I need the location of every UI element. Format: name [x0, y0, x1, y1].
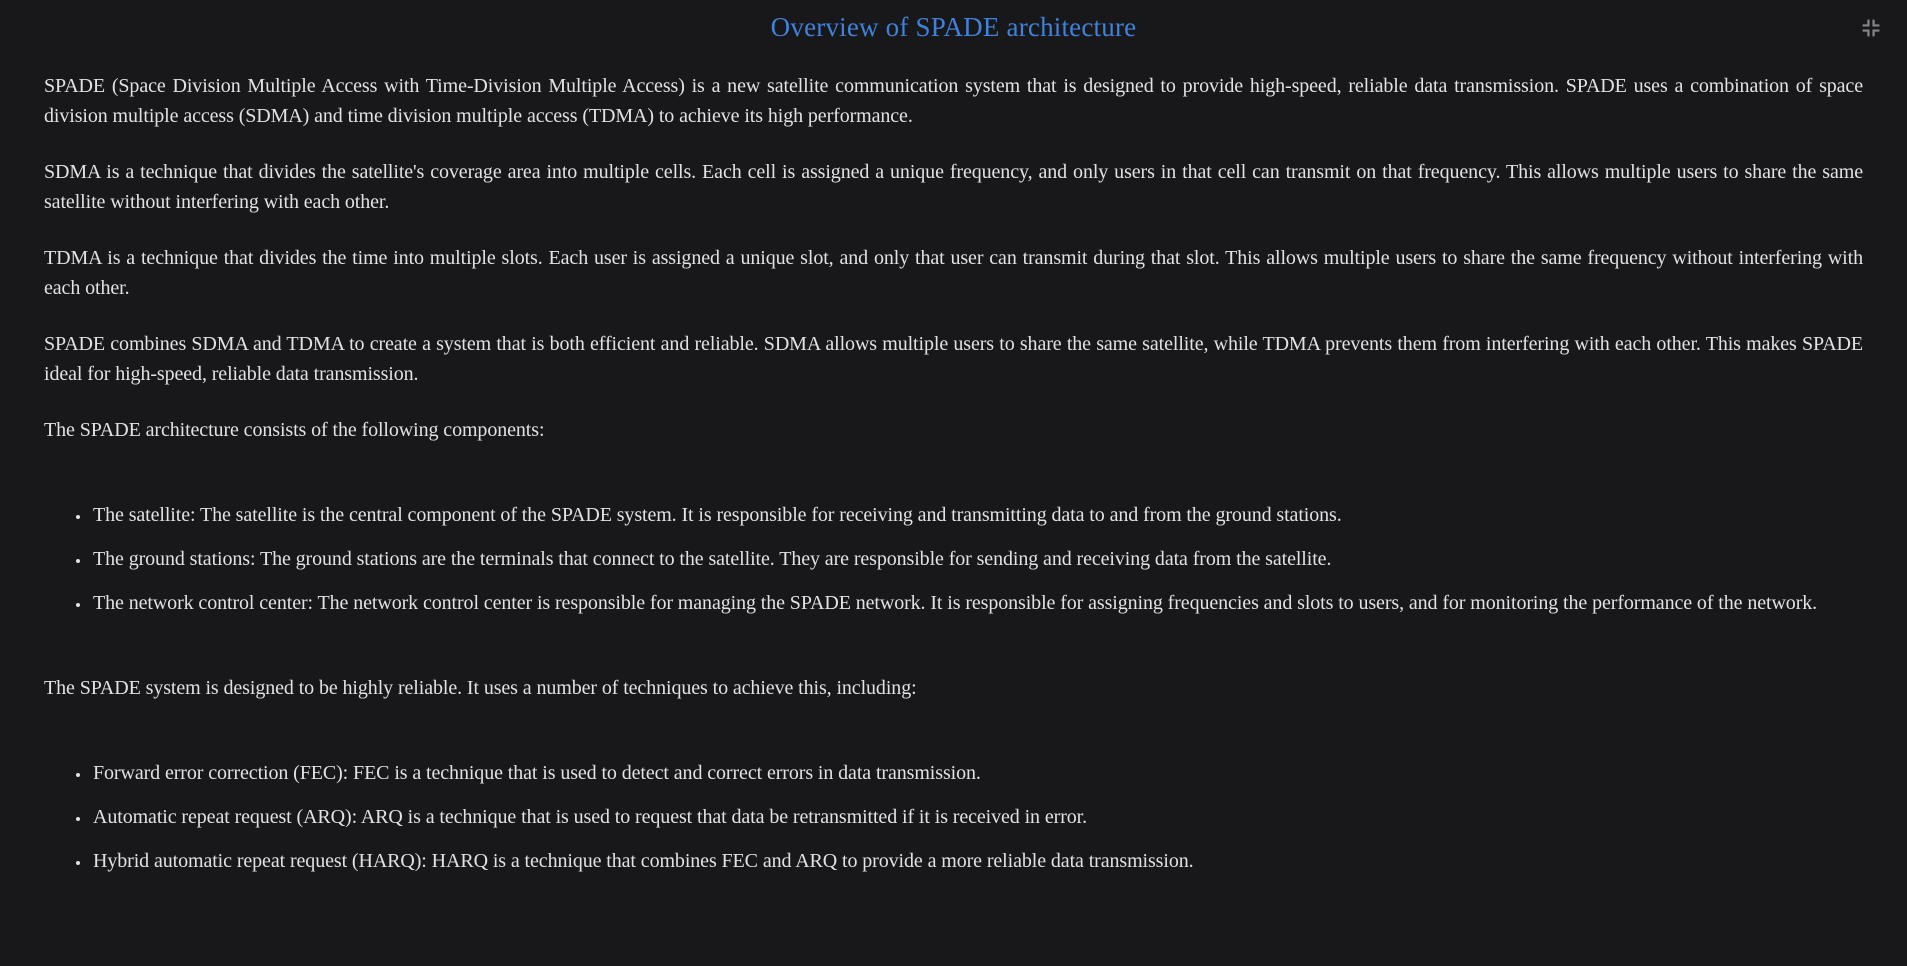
page-title: Overview of SPADE architecture [770, 12, 1137, 42]
collapse-fullscreen-icon [1860, 17, 1882, 39]
paragraph-reliability-intro: The SPADE system is designed to be highly reliable. It uses a number of techniques to achieve this, including: [44, 677, 917, 700]
document-body [44, 71, 1863, 876]
collapse-fullscreen-button[interactable] [1857, 14, 1885, 42]
paragraph-sdma: SDMA is a technique that divides the satellite's coverage area into multiple cells. Each cell is assigned a unique frequency, and only users in that cell can transmit on that frequency. This allows multiple users to share the same satellite without interfering with each other. [44, 161, 1863, 214]
list-item: • The satellite: The satellite is the central component of the SPADE system. It is responsible for receiving and transmitting data to and from the ground stations. [91, 500, 1863, 530]
page-header [44, 10, 1863, 45]
techniques-list [44, 758, 1863, 876]
list-item: • The ground stations: The ground stations are the terminals that connect to the satellite. They are responsible for sending and receiving data from the satellite. [91, 544, 1863, 574]
paragraph-combination: SPADE combines SDMA and TDMA to create a system that is both efficient and reliable. SDMA allows multiple users to share the same satellite, while TDMA prevents them from interfering with each other. This makes SPADE ideal for high-speed, reliable data transmission. [44, 333, 1863, 386]
list-item: • The network control center: The network control center is responsible for managing the SPADE network. It is responsible for assigning frequencies and slots to users, and for monitoring the performance of the network. [91, 588, 1863, 618]
list-item: • Hybrid automatic repeat request (HARQ): HARQ is a technique that combines FEC and ARQ to provide a more reliable data transmission. [91, 846, 1863, 876]
list-item: • Forward error correction (FEC): FEC is a technique that is used to detect and correct errors in data transmission. [91, 758, 1863, 788]
list-item: • Automatic repeat request (ARQ): ARQ is a technique that is used to request that data be retransmitted if it is received in error. [91, 802, 1863, 832]
paragraph-tdma: TDMA is a technique that divides the time into multiple slots. Each user is assigned a unique slot, and only that user can transmit during that slot. This allows multiple users to share the same frequency without interfering with each other. [44, 247, 1863, 300]
paragraph-intro: SPADE (Space Division Multiple Access with Time-Division Multiple Access) is a new satellite communication system that is designed to provide high-speed, reliable data transmission. SPADE uses a combination of space division multiple access (SDMA) and time division multiple access (TDMA) to achieve its high performance. [44, 75, 1863, 128]
components-list [44, 500, 1863, 618]
paragraph-components-intro: The SPADE architecture consists of the following components: [44, 419, 545, 442]
